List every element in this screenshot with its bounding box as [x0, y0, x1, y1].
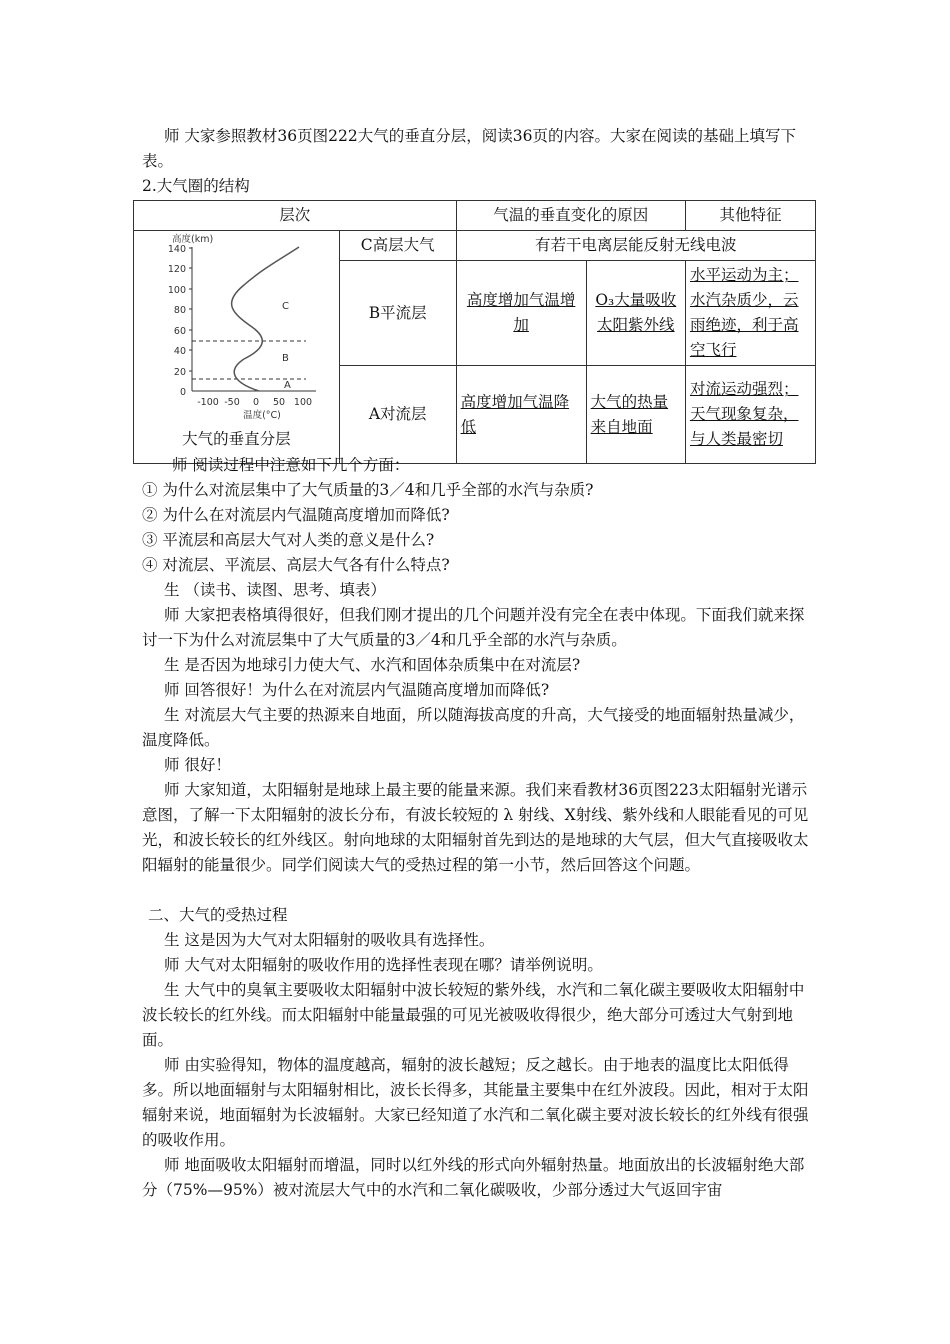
header-cause: 气温的垂直变化的原因 — [456, 201, 685, 231]
layer-label-a: A — [284, 380, 291, 391]
section-heading: 2.大气圈的结构 — [142, 177, 250, 195]
figure-caption: 大气的垂直分层 — [182, 430, 291, 448]
paragraph: 生 大气中的臭氧主要吸收太阳辐射中波长较短的紫外线，水汽和二氧化碳主要吸收太阳辐射中波长较长的红外线。而太阳辐射中能量最强的可见光被吸收得很少，绝大部分可透过大气射到地面。 — [142, 981, 805, 1049]
atmosphere-structure-table — [133, 200, 816, 464]
paragraph: 生 （读书、读图、思考、填表） — [164, 581, 386, 599]
y-tick-label: 80 — [173, 305, 186, 316]
header-layer: 层次 — [134, 201, 457, 231]
paragraph: 师 阅读过程中注意如下几个方面： — [172, 456, 410, 474]
layer-a-other: 对流运动强烈；天气现象复杂，与人类最密切 — [689, 380, 799, 448]
paragraph: 师 回答很好！为什么在对流层内气温随高度增加而降低? — [164, 681, 550, 699]
x-tick-label: -100 — [197, 397, 219, 408]
paragraph: 师 大家把表格填得很好，但我们刚才提出的几个问题并没有完全在表中体现。下面我们就来探讨一下为什么对流层集中了大气质量的3／4和几乎全部的水汽与杂质。 — [142, 606, 805, 649]
paragraph: 师 大家知道，太阳辐射是地球上最主要的能量来源。我们来看教材36页图223太阳辐射光谱示意图，了解一下太阳辐射的波长分布，有波长较短的 λ 射线、X射线、紫外线和人眼能看见的可见光，和波长较长的红外线区。射向地球的太阳辐射首先到达的是地球的大气层，但大气直接吸收太阳辐射的能量很少。同学们阅读大气的受热过程的第一小节，然后回答这个问题。 — [142, 781, 809, 874]
paragraph: 生 对流层大气主要的热源来自地面，所以随海拔高度的升高，大气接受的地面辐射热量减少，温度降低。 — [142, 706, 805, 749]
y-tick-label: 100 — [167, 285, 186, 296]
layer-b-name: B平流层 — [339, 261, 456, 366]
intro-paragraph: 师 大家参照教材36页图222大气的垂直分层，阅读36页的内容。大家在阅读的基础上填写下表。 — [142, 127, 796, 170]
layer-a-change: 高度增加气温降低 — [460, 392, 570, 436]
x-tick-label: 0 — [252, 397, 260, 408]
temperature-curve — [232, 247, 299, 391]
paragraph: 师 地面吸收太阳辐射而增温，同时以红外线的形式向外辐射热量。地面放出的长波辐射绝大部分（75%—95%）被对流层大气中的水汽和二氧化碳吸收，少部分透过大气返回宇宙 — [142, 1156, 805, 1199]
question-4: ④ 对流层、平流层、高层大气各有什么特点? — [142, 556, 450, 574]
y-tick-label: 120 — [167, 264, 186, 275]
section-heading: 二、大气的受热过程 — [148, 906, 288, 924]
header-other: 其他特征 — [685, 201, 815, 231]
x-tick-label: 50 — [272, 397, 286, 408]
y-tick-label: 20 — [173, 367, 186, 378]
question-1: ① 为什么对流层集中了大气质量的3／4和几乎全部的水汽与杂质? — [142, 481, 594, 499]
x-tick-label: 100 — [293, 397, 313, 408]
question-3: ③ 平流层和高层大气对人类的意义是什么? — [142, 531, 435, 549]
y-tick-label: 140 — [167, 244, 186, 255]
vertical-layers-chart — [134, 231, 334, 431]
x-tick-label: -50 — [224, 397, 240, 408]
layer-c-description: 有若干电离层能反射无线电波 — [456, 231, 815, 261]
paragraph: 师 很好！ — [164, 756, 231, 774]
layer-c-name: C高层大气 — [339, 231, 456, 261]
paragraph: 生 是否因为地球引力使大气、水汽和固体杂质集中在对流层? — [164, 656, 581, 674]
layer-b-change: 高度增加气温增加 — [466, 291, 576, 334]
layer-label-b: B — [282, 353, 289, 364]
layer-a-cause: 大气的热量来自地面 — [590, 392, 669, 436]
y-tick-label: 60 — [173, 326, 186, 337]
layer-b-other: 水平运动为主；水汽杂质少，云雨绝迹，利于高空飞行 — [689, 266, 799, 359]
paragraph: 师 大气对太阳辐射的吸收作用的选择性表现在哪？请举例说明。 — [164, 956, 603, 974]
x-axis-label: 温度(°C) — [243, 410, 281, 421]
paragraph: 生 这是因为大气对太阳辐射的吸收具有选择性。 — [164, 931, 495, 949]
question-2: ② 为什么在对流层内气温随高度增加而降低? — [142, 506, 450, 524]
vertical-layers-figure — [134, 231, 340, 464]
paragraph: 师 由实验得知，物体的温度越高，辐射的波长越短；反之越长。由于地表的温度比太阳低得多。所以地面辐射与太阳辐射相比，波长长得多，其能量主要集中在红外波段。因此，相对于太阳辐射来说，地面辐射为长波辐射。大家已经知道了水汽和二氧化碳主要对波长较长的红外线有很强的吸收作用。 — [142, 1056, 809, 1149]
y-axis-label: 高度(km) — [172, 234, 214, 245]
layer-label-c: C — [282, 301, 289, 312]
y-tick-label: 40 — [173, 346, 186, 357]
layer-a-name: A对流层 — [339, 366, 456, 464]
layer-b-cause: O₃大量吸收太阳紫外线 — [595, 291, 677, 334]
y-tick-label: 0 — [179, 387, 186, 398]
